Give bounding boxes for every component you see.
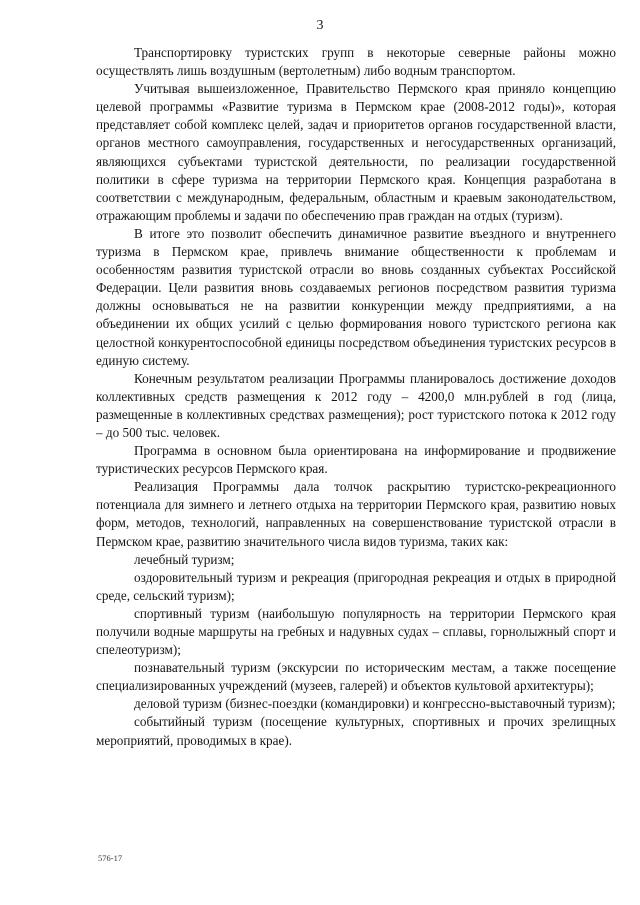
paragraph-implementation: Реализация Программы дала толчок раскрытию туристско-рекреационного потенциала для зимнего и летнего отдыха на территории Пермского края, развитию новых форм, методов, технологий, направленных на совершенствование туристской отрасли в Пермском крае, развитию значительного числа видов туризма, таких как: [96,479,616,549]
list-item-business-tourism: деловой туризм (бизнес-поездки (командировки) и конгрессно-выставочный туризм); [134,696,616,712]
document-code: 576-17 [98,853,123,863]
list-item-medical-tourism: лечебный туризм; [134,551,235,567]
list-item-event-tourism: событийный туризм (посещение культурных, спортивных и прочих зрелищных мероприятий, проводимых в крае). [96,714,616,748]
paragraph-concept: Учитывая вышеизложенное, Правительство Пермского края приняло концепцию целевой программы «Развитие туризма в Пермском крае (2008-2012 годы)», которая представляет собой комплекс целей, задач и приоритетов органов государственной власти, органов местного самоуправления, государственных и негосударственных организаций, являющихся субъектами туристской деятельности, по реализации государственной политики в сфере туризма на территории Пермского края. Концепция разработана в соответствии с международным, федеральным, областным и краевым законодательством, отражающим проблемы и задачи по обеспечению прав граждан на отдых (туризм). [96,81,616,223]
list-item-health-tourism: оздоровительный туризм и рекреация (пригородная рекреация и отдых в природной среде, сельский туризм); [96,569,616,603]
list-item-educational-tourism: познавательный туризм (экскурсии по историческим местам, а также посещение специализированных учреждений (музеев, галерей) и объектов культовой архитектуры); [96,660,616,694]
paragraph-transport: Транспортировку туристских групп в некоторые северные районы можно осуществлять лишь воздушным (вертолетным) либо водным транспортом. [96,45,616,79]
body-text [96,44,616,750]
paragraph-orientation: Программа в основном была ориентирована на информирование и продвижение туристических ресурсов Пермского края. [96,443,616,477]
list-item-sports-tourism: спортивный туризм (наибольшую популярность на территории Пермского края получили водные маршруты на гребных и надувных судах – сплавы, горнолыжный спорт и спелеотуризм); [96,605,616,658]
page-number: 3 [316,18,324,33]
paragraph-outcome: В итоге это позволит обеспечить динамичное развитие въездного и внутреннего туризма в Пермском крае, привлечь внимание общественности к проблемам и особенностям развития туристской отрасли во вновь созданных субъектах Российской Федерации. Цели развития вновь создаваемых регионов посредством развития туризма должны основываться не на развитии конкуренции между предприятиями, а на объединении их общих усилий с целью формирования нового туристского региона как целостной конкурентоспособной единицы посредством объединения туристских ресурсов в единую систему. [96,225,616,368]
paragraph-results: Конечным результатом реализации Программы планировалось достижение доходов коллективных средств размещения к 2012 году – 4200,0 млн.рублей в год (лица, размещенные в коллективных средствах размещения); рост туристского потока к 2012 году – до 500 тыс. человек. [96,370,616,440]
